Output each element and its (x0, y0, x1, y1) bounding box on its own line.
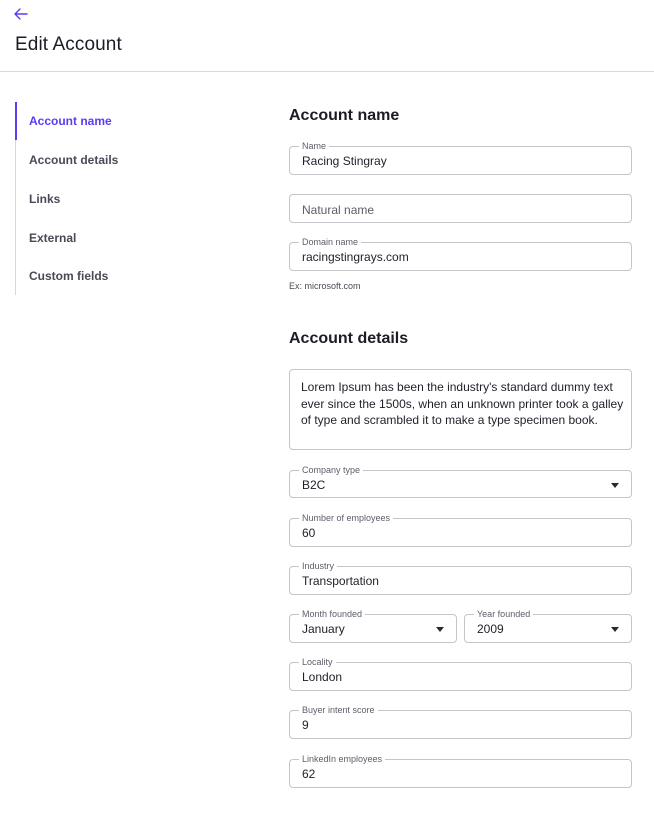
nav-item-external[interactable]: External (29, 231, 77, 245)
account-name-heading: Account name (289, 107, 400, 124)
locality-field[interactable] (289, 657, 632, 691)
year-founded-label: Year founded (474, 609, 533, 620)
domain-helper-text: Ex: microsoft.com (289, 281, 361, 291)
page-title: Edit Account (15, 34, 122, 55)
description-value[interactable]: Lorem Ipsum has been the industry's standard dummy text ever since the 1500s, when an unknown printer took a galley of type and scrambled it to make a type specimen book. (301, 380, 624, 427)
natural-name-field[interactable] (289, 194, 632, 223)
chevron-down-icon[interactable] (436, 627, 444, 632)
industry-label: Industry (299, 561, 337, 572)
name-field[interactable] (289, 141, 632, 175)
chevron-down-icon[interactable] (611, 483, 619, 488)
natural-name-placeholder[interactable]: Natural name (302, 203, 375, 217)
arrow-left-icon (14, 8, 28, 20)
nav-item-links[interactable]: Links (29, 192, 61, 206)
year-founded-select[interactable] (464, 609, 632, 643)
industry-field[interactable] (289, 561, 632, 595)
description-textarea[interactable] (289, 369, 632, 450)
company-type-value[interactable]: B2C (302, 478, 326, 492)
locality-label: Locality (299, 657, 336, 668)
buyer-intent-field[interactable] (289, 705, 632, 739)
buyer-intent-label: Buyer intent score (299, 705, 378, 716)
buyer-intent-value[interactable]: 9 (302, 718, 309, 732)
nav-item-account-details[interactable]: Account details (29, 153, 119, 167)
domain-name-value[interactable]: racingstingrays.com (302, 250, 409, 264)
page-header (0, 0, 654, 72)
linkedin-employees-label: LinkedIn employees (299, 754, 385, 765)
nav-item-custom-fields[interactable]: Custom fields (29, 269, 109, 283)
name-value[interactable]: Racing Stingray (302, 154, 387, 168)
linkedin-employees-field[interactable] (289, 754, 632, 788)
employees-label: Number of employees (299, 513, 393, 524)
nav-item-account-name[interactable]: Account name (16, 102, 216, 140)
back-button[interactable] (14, 8, 32, 24)
employees-value[interactable]: 60 (302, 526, 316, 540)
industry-value[interactable]: Transportation (302, 574, 379, 588)
name-label: Name (299, 141, 329, 152)
domain-name-label: Domain name (299, 237, 361, 248)
employees-field[interactable] (289, 513, 632, 547)
month-founded-label: Month founded (299, 609, 365, 620)
linkedin-employees-value[interactable]: 62 (302, 767, 316, 781)
section-nav (15, 102, 215, 295)
locality-value[interactable]: London (302, 670, 343, 684)
year-founded-value[interactable]: 2009 (477, 622, 504, 636)
chevron-down-icon[interactable] (611, 627, 619, 632)
account-details-heading: Account details (289, 330, 409, 347)
month-founded-select[interactable] (289, 609, 457, 643)
company-type-label: Company type (299, 465, 363, 476)
domain-name-field[interactable] (289, 237, 632, 271)
month-founded-value[interactable]: January (302, 622, 345, 636)
company-type-select[interactable] (289, 465, 632, 498)
